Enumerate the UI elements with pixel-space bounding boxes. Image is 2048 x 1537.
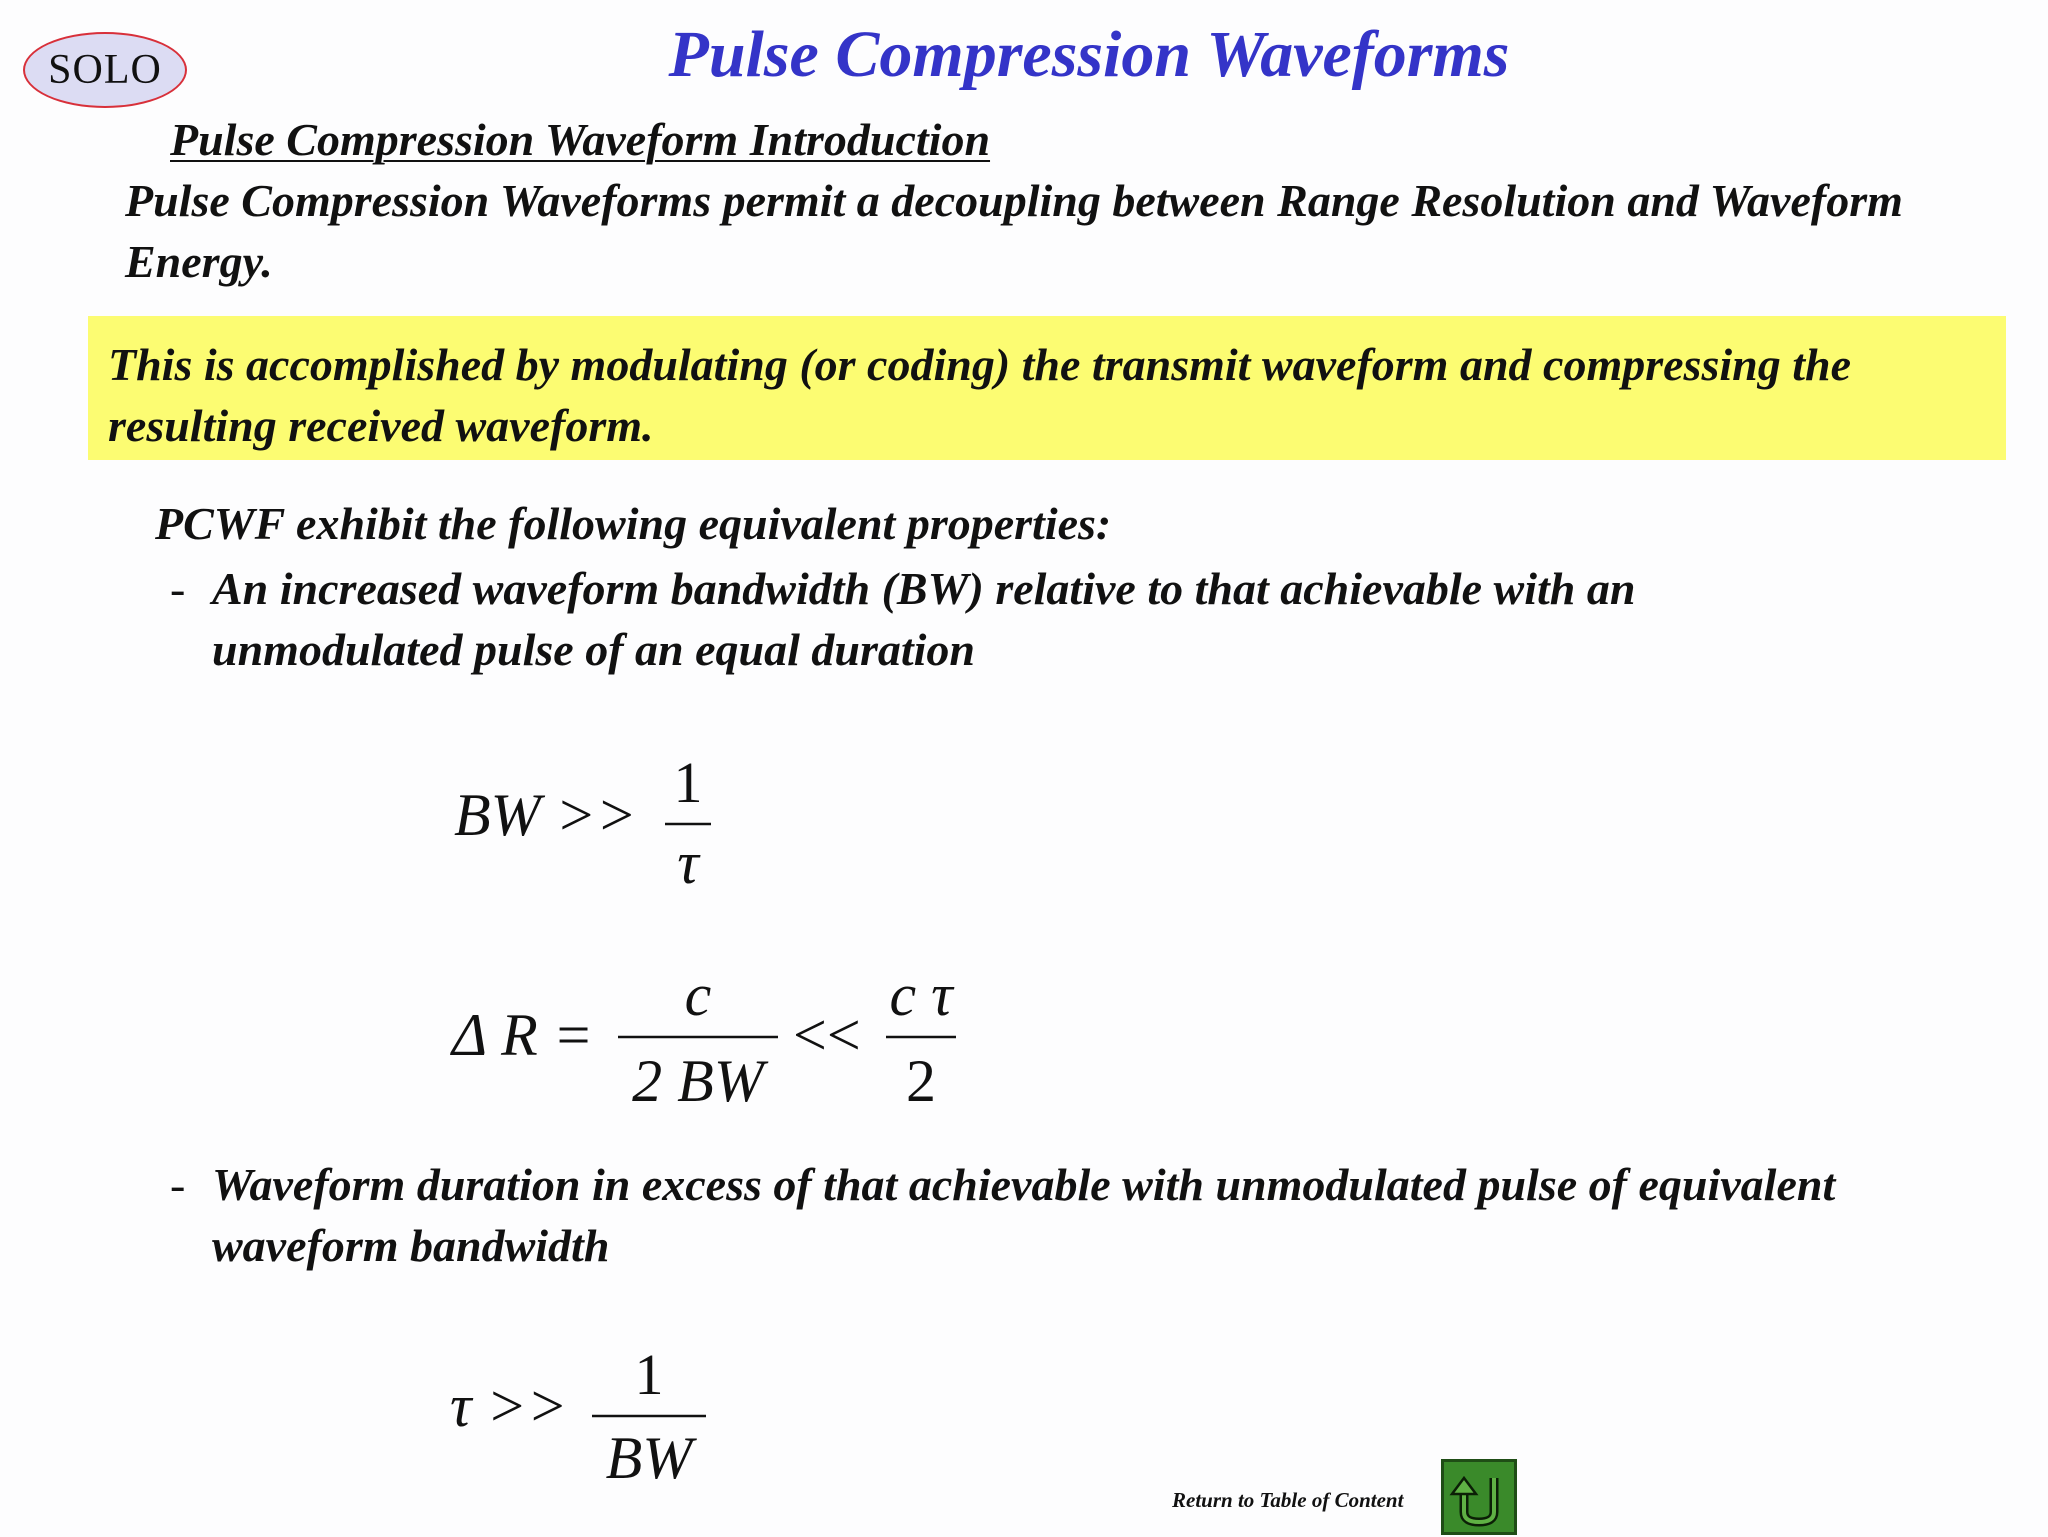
highlight-box bbox=[88, 316, 2006, 460]
formula-denominator: 2 bbox=[906, 1048, 936, 1114]
formula-bandwidth bbox=[440, 740, 760, 910]
formula-lhs: BW >> bbox=[454, 782, 637, 848]
section-heading: Pulse Compression Waveform Introduction bbox=[170, 114, 991, 165]
bullet-item bbox=[170, 558, 1870, 688]
highlight-text: This is accomplished by modulating (or coding) the transmit waveform and compressing the resulting received waveform. bbox=[108, 339, 1851, 451]
formula-lhs: Δ R = bbox=[452, 1002, 594, 1068]
formula-numerator: 1 bbox=[634, 1342, 664, 1407]
bullet-text: Waveform duration in excess of that achievable with unmodulated pulse of equivalent waveform bandwidth bbox=[212, 1159, 1836, 1271]
formula-numerator: c bbox=[684, 962, 712, 1028]
formula-numerator: 1 bbox=[673, 750, 703, 815]
bullet-text: An increased waveform bandwidth (BW) relative to that achievable with an unmodulated pulse of an equal duration bbox=[212, 563, 1636, 675]
return-to-toc-button[interactable] bbox=[1441, 1459, 1517, 1535]
bullet-dash: - bbox=[170, 563, 186, 614]
u-turn-arrow-icon bbox=[1444, 1462, 1514, 1532]
formula-numerator: c τ bbox=[889, 962, 953, 1028]
logo-text: SOLO bbox=[48, 47, 162, 93]
intro-paragraph: Pulse Compression Waveforms permit a decoupling between Range Resolution and Waveform Energy. bbox=[125, 175, 1903, 287]
formula-duration bbox=[440, 1338, 740, 1508]
formula-denominator: BW bbox=[605, 1425, 693, 1491]
formula-range-resolution bbox=[440, 955, 1000, 1125]
properties-heading: PCWF exhibit the following equivalent properties: bbox=[155, 498, 1112, 549]
page-title: Pulse Compression Waveforms bbox=[668, 18, 1510, 91]
bullet-dash: - bbox=[170, 1159, 186, 1210]
formula-denominator: 2 BW bbox=[632, 1048, 764, 1114]
formula-denominator: τ bbox=[677, 830, 699, 896]
return-to-toc-link[interactable]: Return to Table of Content bbox=[1172, 1488, 1404, 1512]
formula-operator: << bbox=[793, 1002, 861, 1068]
formula-lhs: τ >> bbox=[450, 1373, 568, 1439]
bullet-item bbox=[170, 1154, 1870, 1284]
